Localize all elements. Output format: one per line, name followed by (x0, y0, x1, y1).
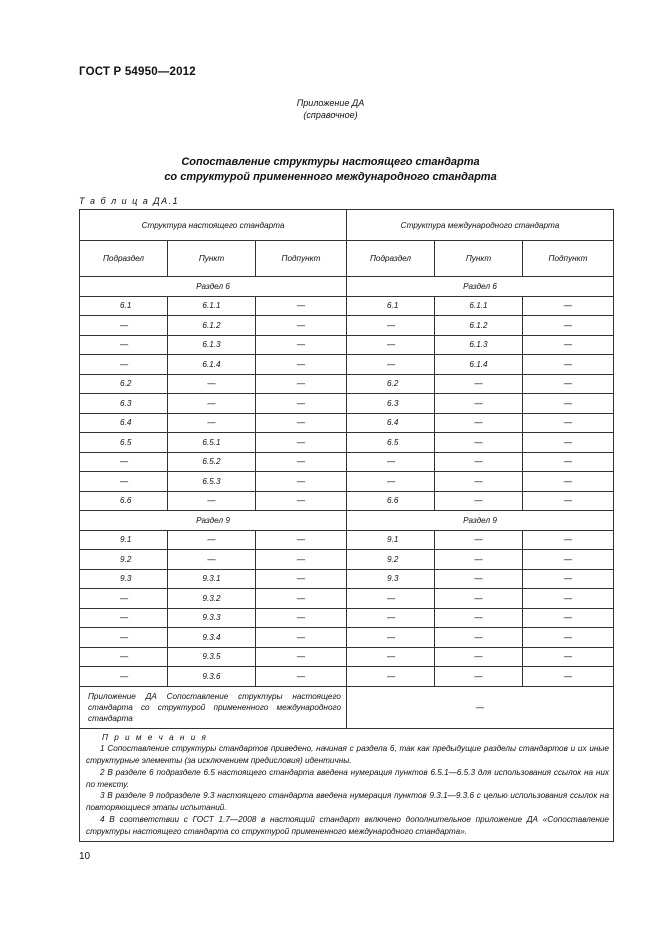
table-cell: 6.1.3 (168, 335, 256, 355)
comparison-table (79, 209, 614, 842)
table-cell: — (523, 647, 614, 667)
table-cell: — (256, 335, 347, 355)
table-cell: — (435, 413, 523, 433)
table-row (80, 452, 614, 472)
table-cell: 6.6 (80, 491, 168, 511)
table-cell: 6.5 (80, 433, 168, 453)
table-cell: — (168, 491, 256, 511)
table-cell: 6.2 (347, 374, 435, 394)
table-cell: — (523, 335, 614, 355)
table-cell: — (256, 374, 347, 394)
table-cell: — (435, 608, 523, 628)
table-cell: — (256, 530, 347, 550)
table-cell: 6.1.4 (168, 355, 256, 375)
note-item: 2 В разделе 6 подразделе 6.5 настоящего стандарта введена нумерация пунктов 6.5.1—6.5.3 для использования ссылок на них по тексту. (86, 767, 609, 789)
annex-label: Приложение ДА (296, 98, 365, 108)
column-header: Подпункт (256, 241, 347, 277)
note-item: 1 Сопоставление структуры стандартов приведено, начиная с раздела 6, так как предыдущие разделы стандартов и их иные структурные элементы (за исключением предисловия) идентичны. (86, 744, 609, 766)
column-header-row (80, 241, 614, 277)
table-cell: 6.1 (347, 296, 435, 316)
table-cell: 6.5.2 (168, 452, 256, 472)
table-cell: — (523, 394, 614, 414)
table-cell: — (523, 433, 614, 453)
table-cell: 9.2 (347, 550, 435, 570)
table-row (80, 550, 614, 570)
table-cell: — (168, 394, 256, 414)
table-cell: — (435, 647, 523, 667)
table-cell: — (347, 608, 435, 628)
table-cell: — (256, 452, 347, 472)
notes-cell (80, 728, 614, 841)
column-header: Подпункт (523, 241, 614, 277)
table-cell: — (80, 628, 168, 648)
table-cell: — (256, 316, 347, 336)
table-cell: — (80, 335, 168, 355)
notes-heading: П р и м е ч а н и я (102, 732, 208, 742)
table-cell: 9.1 (347, 530, 435, 550)
table-cell: 6.1.2 (168, 316, 256, 336)
annex-title-line1: Сопоставление структуры настоящего стандарта (181, 156, 480, 168)
table-row (80, 472, 614, 492)
table-cell: 6.4 (80, 413, 168, 433)
table-row (80, 335, 614, 355)
table-cell: 6.3 (80, 394, 168, 414)
note-item: 3 В разделе 9 подразделе 9.3 настоящего стандарта введена нумерация пунктов 9.3.1—9.3.6 с целью использования ссылок на повторяющиеся этапы испытаний. (86, 791, 609, 813)
table-cell: — (256, 667, 347, 687)
table-cell: — (80, 316, 168, 336)
table-cell: — (80, 355, 168, 375)
table-cell: — (256, 296, 347, 316)
table-row (80, 608, 614, 628)
table-cell: 6.6 (347, 491, 435, 511)
column-header: Пункт (168, 241, 256, 277)
table-cell: — (435, 628, 523, 648)
table-row (80, 374, 614, 394)
table-cell: — (347, 355, 435, 375)
table-cell: — (435, 433, 523, 453)
table-cell: 6.1.3 (435, 335, 523, 355)
table-cell: 6.3 (347, 394, 435, 414)
table-cell: — (435, 569, 523, 589)
table-row (80, 491, 614, 511)
table-cell: 6.2 (80, 374, 168, 394)
table-cell: — (347, 335, 435, 355)
table-cell: 6.1.4 (435, 355, 523, 375)
table-cell: — (256, 647, 347, 667)
table-cell: — (523, 628, 614, 648)
table-cell: — (80, 608, 168, 628)
table-cell: — (435, 452, 523, 472)
table-cell: — (347, 452, 435, 472)
table-cell: 9.3.5 (168, 647, 256, 667)
page-number: 10 (79, 851, 91, 862)
table-cell: — (435, 667, 523, 687)
table-cell: 9.3.1 (168, 569, 256, 589)
table-cell: 9.1 (80, 530, 168, 550)
table-cell: — (523, 491, 614, 511)
table-cell: 6.1.1 (435, 296, 523, 316)
table-cell: 9.3 (347, 569, 435, 589)
table-cell: 9.3.6 (168, 667, 256, 687)
table-cell: — (435, 374, 523, 394)
table-cell: — (168, 374, 256, 394)
table-cell: — (256, 608, 347, 628)
group-header-row (80, 210, 614, 241)
table-cell: — (256, 394, 347, 414)
table-cell: — (256, 433, 347, 453)
table-cell: — (256, 569, 347, 589)
table-cell: — (168, 530, 256, 550)
table-caption: Т а б л и ц а ДА.1 (79, 196, 180, 206)
table-cell: 9.3 (80, 569, 168, 589)
table-cell: — (523, 296, 614, 316)
table-cell: 6.1 (80, 296, 168, 316)
table-cell: — (523, 569, 614, 589)
table-cell: — (256, 491, 347, 511)
document-code: ГОСТ Р 54950—2012 (79, 66, 196, 78)
table-row (80, 413, 614, 433)
table-cell: — (523, 589, 614, 609)
table-cell: 9.3.2 (168, 589, 256, 609)
table-row (80, 647, 614, 667)
table-cell: 9.3.3 (168, 608, 256, 628)
table-cell: — (523, 608, 614, 628)
note-item: 4 В соответствии с ГОСТ 1.7—2008 в настоящий стандарт включено дополнительное приложение ДА «Сопоставление структуры настоящего стандарта со структурой примененного международного стандарта». (86, 815, 609, 836)
table-cell: 6.1.2 (435, 316, 523, 336)
table-row (80, 628, 614, 648)
table-cell: — (435, 589, 523, 609)
table-cell: — (523, 530, 614, 550)
table-cell: — (256, 355, 347, 375)
table-cell: — (256, 413, 347, 433)
table-cell: — (523, 413, 614, 433)
section-title-international: Раздел 6 (347, 277, 614, 297)
table-cell: — (256, 550, 347, 570)
table-cell: 6.5 (347, 433, 435, 453)
section-title-row (80, 511, 614, 531)
table-row (80, 296, 614, 316)
table-row (80, 589, 614, 609)
table-cell: — (80, 472, 168, 492)
table-cell: — (256, 589, 347, 609)
notes-row (80, 728, 614, 841)
table-cell: 6.4 (347, 413, 435, 433)
table-cell: — (523, 374, 614, 394)
table-body (80, 210, 614, 842)
table-cell: 9.2 (80, 550, 168, 570)
table-cell: — (256, 628, 347, 648)
table-cell: — (523, 472, 614, 492)
table-row (80, 569, 614, 589)
table-cell: — (435, 394, 523, 414)
table-cell: — (80, 589, 168, 609)
annex-row-international: — (347, 686, 614, 728)
annex-type: (справочное) (303, 110, 358, 120)
annex-row-current: Приложение ДА Сопоставление структуры настоящего стандарта со структурой примененного международного стандарта (80, 686, 347, 728)
annex-title-line2: со структурой примененного международного стандарта (164, 171, 497, 183)
group-header-current: Структура настоящего стандарта (80, 210, 347, 241)
column-header: Подраздел (347, 241, 435, 277)
table-row (80, 667, 614, 687)
column-header: Подраздел (80, 241, 168, 277)
table-row (80, 355, 614, 375)
table-cell: 6.5.1 (168, 433, 256, 453)
section-title-international: Раздел 9 (347, 511, 614, 531)
table-cell: — (347, 472, 435, 492)
table-cell: — (523, 452, 614, 472)
table-cell: — (80, 667, 168, 687)
table-cell: — (347, 647, 435, 667)
section-title-current: Раздел 6 (80, 277, 347, 297)
table-cell: — (80, 452, 168, 472)
table-cell: — (347, 589, 435, 609)
table-row (80, 316, 614, 336)
table-cell: 6.1.1 (168, 296, 256, 316)
table-cell: — (435, 530, 523, 550)
table-row (80, 433, 614, 453)
table-cell: 9.3.4 (168, 628, 256, 648)
table-cell: — (435, 550, 523, 570)
table-cell: — (347, 316, 435, 336)
table-cell: — (347, 628, 435, 648)
table-row (80, 530, 614, 550)
annex-row (80, 686, 614, 728)
column-header: Пункт (435, 241, 523, 277)
table-cell: — (347, 667, 435, 687)
table-cell: — (523, 316, 614, 336)
table-row (80, 394, 614, 414)
table-cell: 6.5.3 (168, 472, 256, 492)
table-cell: — (168, 413, 256, 433)
group-header-international: Структура международного стандарта (347, 210, 614, 241)
table-cell: — (523, 667, 614, 687)
table-cell: — (435, 491, 523, 511)
section-title-current: Раздел 9 (80, 511, 347, 531)
table-cell: — (523, 355, 614, 375)
table-cell: — (523, 550, 614, 570)
table-cell: — (256, 472, 347, 492)
table-cell: — (168, 550, 256, 570)
table-cell: — (435, 472, 523, 492)
section-title-row (80, 277, 614, 297)
table-cell: — (80, 647, 168, 667)
